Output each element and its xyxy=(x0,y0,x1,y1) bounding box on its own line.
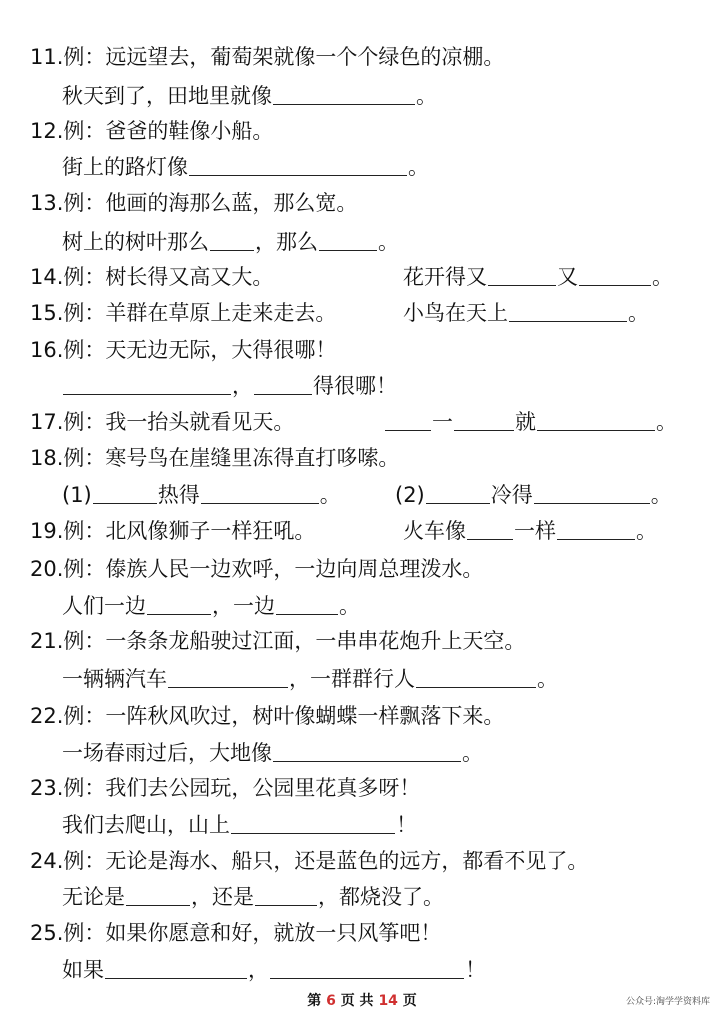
exercise-text: 火车像 xyxy=(403,519,466,543)
item-13-exercise xyxy=(62,225,399,259)
exercise-text: 。 xyxy=(319,483,341,507)
item-12-example xyxy=(30,114,273,148)
answer-blank[interactable] xyxy=(537,408,655,431)
item-number: 18. xyxy=(30,446,64,470)
item-number: 20. xyxy=(30,557,64,581)
total-pages: 14 xyxy=(378,993,398,1009)
item-17-exercise xyxy=(384,405,677,439)
item-17-example xyxy=(30,405,294,439)
answer-blank[interactable] xyxy=(454,408,514,431)
answer-blank[interactable] xyxy=(509,299,627,322)
answer-blank[interactable] xyxy=(231,811,395,834)
exercise-text: 人们一边 xyxy=(62,594,146,618)
example-text: 例：寒号鸟在崖缝里冻得直打哆嗦。 xyxy=(63,446,400,470)
exercise-text: 。 xyxy=(408,155,429,179)
example-text: 例：傣族人民一边欢呼，一边向周总理泼水。 xyxy=(63,557,484,581)
example-text: 例：一阵秋风吹过，树叶像蝴蝶一样飘落下来。 xyxy=(63,704,505,728)
item-number: 17. xyxy=(30,410,64,434)
page-footer xyxy=(0,990,724,1010)
exercise-text: 如果 xyxy=(62,958,104,982)
source-credit: 公众号:淘学学资料库 xyxy=(625,997,710,1007)
item-11-example xyxy=(30,40,504,74)
item-13-example xyxy=(30,186,357,220)
item-23-example xyxy=(30,771,420,805)
item-15-exercise xyxy=(403,296,649,330)
exercise-text: 得很哪！ xyxy=(313,374,397,398)
exercise-text: 。 xyxy=(378,230,399,254)
exercise-text: 无论是 xyxy=(62,885,125,909)
answer-blank[interactable] xyxy=(557,517,635,540)
exercise-text: 。 xyxy=(636,519,657,543)
item-number: 16. xyxy=(30,338,64,362)
item-number: 25. xyxy=(30,921,64,945)
exercise-text: ，那么 xyxy=(255,230,318,254)
exercise-text: 一 xyxy=(432,410,453,434)
item-24-exercise xyxy=(62,880,444,914)
item-22-example xyxy=(30,699,504,733)
exercise-text: 街上的路灯像 xyxy=(62,155,188,179)
example-text: 例：远远望去，葡萄架就像一个个绿色的凉棚。 xyxy=(63,45,505,69)
answer-blank[interactable] xyxy=(319,228,377,251)
exercise-text: 又 xyxy=(557,265,578,289)
exercise-text: ， xyxy=(232,374,253,398)
example-text: 例：如果你愿意和好，就放一只风筝吧！ xyxy=(63,921,442,945)
answer-blank[interactable] xyxy=(189,153,407,176)
item-18-example xyxy=(30,441,399,475)
item-19-exercise xyxy=(403,514,657,548)
exercise-text: 。 xyxy=(652,265,673,289)
exercise-text: 。 xyxy=(628,301,649,325)
example-text: 例：羊群在草原上走来走去。 xyxy=(63,301,337,325)
answer-blank[interactable] xyxy=(105,956,247,979)
answer-blank[interactable] xyxy=(426,481,490,504)
item-25-example xyxy=(30,916,441,950)
exercise-text: 。 xyxy=(462,741,483,765)
item-number: 15. xyxy=(30,301,64,325)
answer-blank[interactable] xyxy=(579,263,651,286)
exercise-text: (2) xyxy=(395,483,425,507)
answer-blank[interactable] xyxy=(467,517,513,540)
answer-blank[interactable] xyxy=(201,481,319,504)
item-number: 13. xyxy=(30,191,64,215)
answer-blank[interactable] xyxy=(255,883,317,906)
item-number: 24. xyxy=(30,849,64,873)
example-text: 例：我一抬头就看见天。 xyxy=(63,410,295,434)
answer-blank[interactable] xyxy=(210,228,254,251)
item-24-example xyxy=(30,844,588,878)
item-20-example xyxy=(30,552,483,586)
item-15-example xyxy=(30,296,336,330)
exercise-text: 树上的树叶那么 xyxy=(62,230,209,254)
item-18-exercise-1 xyxy=(62,478,341,512)
answer-blank[interactable] xyxy=(385,408,431,431)
exercise-text: ，一边 xyxy=(212,594,275,618)
answer-blank[interactable] xyxy=(276,592,338,615)
answer-blank[interactable] xyxy=(273,82,415,105)
exercise-text: 我们去爬山，山上 xyxy=(62,813,230,837)
item-21-example xyxy=(30,624,525,658)
example-text: 例：爸爸的鞋像小船。 xyxy=(63,119,274,143)
item-25-exercise xyxy=(62,953,486,987)
exercise-text: 。 xyxy=(537,667,558,691)
exercise-text: 花开得又 xyxy=(403,265,487,289)
exercise-text: 一样 xyxy=(514,519,556,543)
item-number: 23. xyxy=(30,776,64,800)
item-11-exercise xyxy=(62,79,437,113)
exercise-text: 一辆辆汽车 xyxy=(62,667,167,691)
item-number: 12. xyxy=(30,119,64,143)
item-14-exercise xyxy=(403,260,673,294)
exercise-text: ，一群群行人 xyxy=(289,667,415,691)
exercise-text: 秋天到了，田地里就像 xyxy=(62,84,272,108)
exercise-text: 。 xyxy=(416,84,437,108)
exercise-text: 一场春雨过后，大地像 xyxy=(62,741,272,765)
answer-blank[interactable] xyxy=(63,372,231,395)
exercise-text: ， xyxy=(248,958,269,982)
exercise-text: 。 xyxy=(650,483,672,507)
example-text: 例：树长得又高又大。 xyxy=(63,265,274,289)
item-16-exercise xyxy=(62,369,397,403)
exercise-text: 。 xyxy=(339,594,360,618)
current-page: 6 xyxy=(326,993,336,1009)
exercise-text: ！ xyxy=(396,813,417,837)
example-text: 例：他画的海那么蓝，那么宽。 xyxy=(63,191,358,215)
footer-middle: 页 共 xyxy=(340,993,374,1009)
answer-blank[interactable] xyxy=(488,263,556,286)
answer-blank[interactable] xyxy=(93,481,157,504)
answer-blank[interactable] xyxy=(416,665,536,688)
item-22-exercise xyxy=(62,736,483,770)
answer-blank[interactable] xyxy=(168,665,288,688)
answer-blank[interactable] xyxy=(273,739,461,762)
exercise-text: ，都烧没了。 xyxy=(318,885,444,909)
item-21-exercise xyxy=(62,662,558,696)
answer-blank[interactable] xyxy=(254,372,312,395)
item-number: 11. xyxy=(30,45,64,69)
exercise-text: 。 xyxy=(656,410,677,434)
exercise-text: (1) xyxy=(62,483,92,507)
example-text: 例：天无边无际，大得很哪！ xyxy=(63,338,337,362)
footer-suffix: 页 xyxy=(402,993,417,1009)
exercise-text: 冷得 xyxy=(490,483,533,507)
item-number: 14. xyxy=(30,265,64,289)
item-number: 22. xyxy=(30,704,64,728)
footer-prefix: 第 xyxy=(307,993,322,1009)
item-14-example xyxy=(30,260,273,294)
item-19-example xyxy=(30,514,315,548)
example-text: 例：北风像狮子一样狂吼。 xyxy=(63,519,316,543)
item-20-exercise xyxy=(62,589,360,623)
item-23-exercise xyxy=(62,808,417,842)
exercise-text: ！ xyxy=(465,958,486,982)
item-18-exercise-2 xyxy=(395,478,672,512)
exercise-text: 热得 xyxy=(157,483,200,507)
item-12-exercise xyxy=(62,150,429,184)
example-text: 例：一条条龙船驶过江面，一串串花炮升上天空。 xyxy=(63,629,526,653)
exercise-text: ，还是 xyxy=(191,885,254,909)
item-number: 19. xyxy=(30,519,64,543)
answer-blank[interactable] xyxy=(126,883,190,906)
answer-blank[interactable] xyxy=(147,592,211,615)
example-text: 例：我们去公园玩，公园里花真多呀！ xyxy=(63,776,421,800)
exercise-text: 小鸟在天上 xyxy=(403,301,508,325)
exercise-text: 就 xyxy=(515,410,536,434)
item-number: 21. xyxy=(30,629,64,653)
item-16-example xyxy=(30,333,336,367)
example-text: 例：无论是海水、船只，还是蓝色的远方，都看不见了。 xyxy=(63,849,589,873)
answer-blank[interactable] xyxy=(270,956,464,979)
answer-blank[interactable] xyxy=(534,481,650,504)
